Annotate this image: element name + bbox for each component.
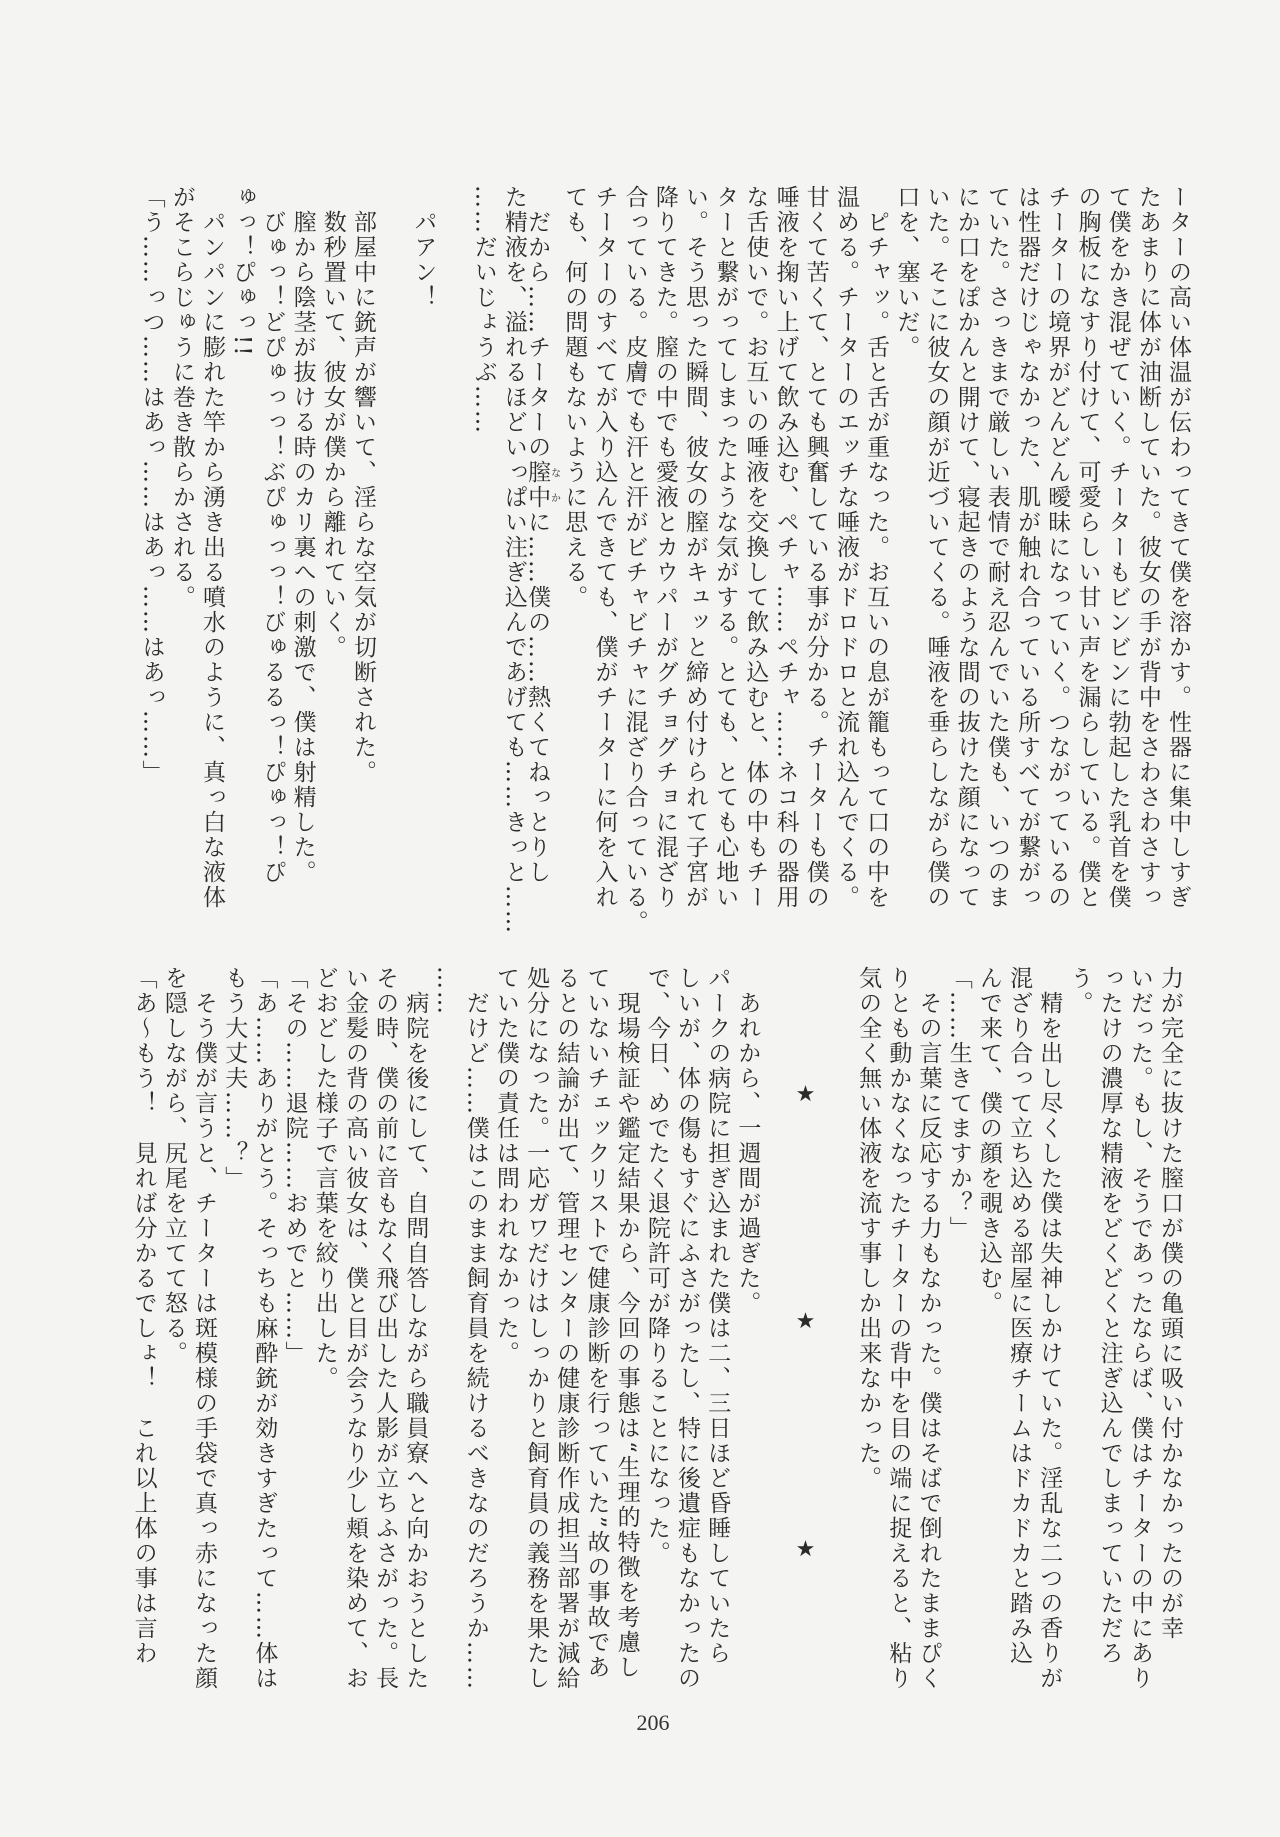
text-line: 現場検証や鑑定結果から、今回の事態は“生理的特徴を考慮し <box>613 966 640 1680</box>
text-line: りとも動かなくなったチーターの背中を目の端に捉えると、粘り <box>885 966 912 1691</box>
text-line: 部屋中に銃声が響いて、淫らな空気が切断された。 <box>349 185 376 785</box>
text-line: ーターの高い体温が伝わってきて僕を溶かす。性器に集中しすぎ <box>1165 185 1191 910</box>
star-icon: ★ <box>795 1309 816 1334</box>
ruby-base: 膣中 <box>524 460 551 510</box>
text-line: 力が完全に抜けた膣口が僕の亀頭に吸い付かなかったのが幸 <box>1157 966 1183 1641</box>
text-line: パンパンに膨れた竿から湧き出る噴水のように、真っ白な液体 <box>199 185 225 910</box>
text-line: う。 <box>1066 966 1093 1016</box>
text-line: 精を出し尽くした僕は失神しかけていた。淫乱な二つの香りが <box>1036 966 1063 1691</box>
text-line: しいが、体の傷もすぐにふさがったし、特に後遺症もなかったの <box>674 966 700 1691</box>
text-line: ていないチェックリストで健康診断を行っていた”故の事故であ <box>583 966 610 1680</box>
text-line: いだった。もし、そうであったならば、僕はチーターの中にあり <box>1126 966 1153 1691</box>
text-line: 「あ……ありがとう。そっちも麻酔銃が効きすぎたって……体は <box>251 966 278 1691</box>
text-line: ……だいじょうぶ…… <box>470 185 497 435</box>
text-line: 病院を後にして、自問自答しながら職員寮へと向かおうとした <box>402 966 429 1691</box>
text-line: 混ざり合って立ち込める部屋に医療チームはドカドカと踏み込 <box>1006 966 1033 1666</box>
text-line: 口を、塞いだ。 <box>893 185 920 360</box>
text-line: を隠しながら、尻尾を立てて怒る。 <box>160 966 187 1366</box>
text-line: どおどした様子で言葉を絞り出した。 <box>311 966 338 1391</box>
text-line: 「う……っつ……はあっ……はあっ……はあっ……」 <box>138 185 165 785</box>
text-line: 温める。チーターのエッチな唾液がドロドロと流れ込んでくる。 <box>832 185 859 910</box>
text-line: て僕をかき混ぜていく。チーターもビンビンに勃起した乳首を僕 <box>1104 185 1131 910</box>
text-line: た精液を、溢れるほどいっぱい注ぎ込んであげても……きっと…… <box>500 185 527 935</box>
star-icon: ★ <box>795 1537 816 1562</box>
text-line: その言葉に反応する力もなかった。僕はそばで倒れたままぴく <box>915 966 942 1691</box>
text-line: びゅっ！どぴゅっっ！ぶぴゅっっ！びゅるるっ！ぴゅっ！ぴ <box>259 185 286 885</box>
page-number: 206 <box>636 1710 670 1735</box>
text-segment: だから……チーターの <box>524 185 551 460</box>
text-line: 降りてきた。膣の中でも愛液とカウパーがグチョグチョに混ざり <box>651 185 678 910</box>
text-line: ゅっ！ぴゅっ!! <box>229 185 256 358</box>
text-line: その時、僕の前に音もなく飛び出した人影が立ちふさがった。長 <box>372 966 399 1691</box>
text-line: 数秒置いて、彼女が僕から離れていく。 <box>319 185 346 660</box>
text-line: 処分になった。一応ガワだけはしっかりと飼育員の義務を果たし <box>523 966 550 1691</box>
blank-line <box>762 966 792 1706</box>
text-segment: に……僕の……熱くてねっとりし <box>524 510 551 885</box>
text-line: だけど……僕はこのまま飼育員を続けるべきなのだろうか…… <box>462 966 489 1691</box>
text-line: ターと繋がってしまったような気がする。とても、とても心地い <box>712 185 739 910</box>
text-line: るとの結論が出て、管理センターの健康診断作成担当部署が減給 <box>553 966 580 1691</box>
text-line: チーターの境界がどんどん曖昧になっていく。つながっているの <box>1044 185 1071 910</box>
text-line: で、今日、めでたく退院許可が降りることになった。 <box>643 966 670 1566</box>
text-block-bottom <box>128 966 1185 1706</box>
text-line: ピチャッ。舌と舌が重なった。お互いの息が籠もって口の中を <box>863 185 890 910</box>
text-line: たあまりに体が油断していた。彼女の手が背中をさわさわさすっ <box>1134 185 1161 910</box>
text-line: にか口をぽかんと開けて、寝起きのような間の抜けた顔になって <box>953 185 980 910</box>
ruby-reading: なか <box>548 460 560 510</box>
text-line: の胸板になすり付けて、可愛らしい甘い声を漏らしている。僕と <box>1074 185 1101 910</box>
text-line: んで来て、僕の顔を覗き込む。 <box>975 966 1002 1316</box>
blank-line <box>438 185 468 955</box>
text-line: がそこらじゅうに巻き散らかされる。 <box>168 185 195 610</box>
text-line: 気の全く無い体液を流す事しか出来なかった。 <box>855 966 882 1491</box>
blank-line <box>378 185 408 955</box>
blank-line <box>823 966 853 1706</box>
text-line: 甘くて苦くて、とても興奮している事が分かる。チーターも僕の <box>802 185 829 910</box>
text-line-with-ruby <box>524 185 560 955</box>
text-line: 唾液を掬い上げて飲み込む、ペチャ……ペチャ……ネコ科の器用 <box>772 185 799 910</box>
text-line: …… <box>432 966 459 1016</box>
text-line: ったけの濃厚な精液をどくどくと注ぎ込んでしまっていただろ <box>1096 966 1123 1666</box>
star-icon: ★ <box>795 1082 816 1107</box>
text-line: ていた僕の責任は問われなかった。 <box>492 966 519 1366</box>
text-line: 合っている。皮膚でも汗と汗がビチャビチャに混ざり合っている。 <box>621 185 648 935</box>
text-line: 膣から陰茎が抜ける時のカリ裏への刺激で、僕は射精した。 <box>289 185 316 885</box>
section-break <box>793 966 823 1706</box>
text-line: 「……生きてますか？」 <box>945 966 972 1241</box>
text-line: パアン！ <box>410 185 437 310</box>
text-line: そう僕が言うと、チーターは斑模様の手袋で真っ赤になった顔 <box>191 966 217 1691</box>
text-line: ていた。さっきまで厳しい表情で耐え忍んでいた僕も、いつのま <box>983 185 1010 910</box>
text-line: な舌使いで。お互いの唾液を交換して飲み込むと、体の中もチー <box>742 185 769 910</box>
text-line: い。そう思った瞬間、彼女の膣がキュッと締め付けられて子宮が <box>682 185 708 910</box>
text-line: い金髪の背の高い彼女は、僕と目が会うなり少し頬を染めて、お <box>341 966 368 1691</box>
text-line: いた。そこに彼女の顔が近づいてくる。唾液を垂らしながら僕の <box>923 185 950 910</box>
text-line: あれから、一週間が過ぎた。 <box>734 966 761 1316</box>
text-line: 「その……退院……おめでと……」 <box>281 966 308 1366</box>
text-line: チーターのすべてが入り込んできても、僕がチーターに何を入れ <box>591 185 618 910</box>
text-line: ても、何の問題もないように思える。 <box>561 185 588 610</box>
text-line: パークの病院に担ぎ込まれた僕は二、三日ほど昏睡していたら <box>704 966 731 1666</box>
text-line: は性器だけじゃなかった、肌が触れ合っている所すべてが繋がっ <box>1014 185 1041 910</box>
text-line: 「あ～もう！ 見れば分かるでしょ！ これ以上体の事は言わ <box>130 966 157 1666</box>
text-block-top <box>136 185 1193 955</box>
text-line: もう大丈夫……？」 <box>221 966 248 1191</box>
